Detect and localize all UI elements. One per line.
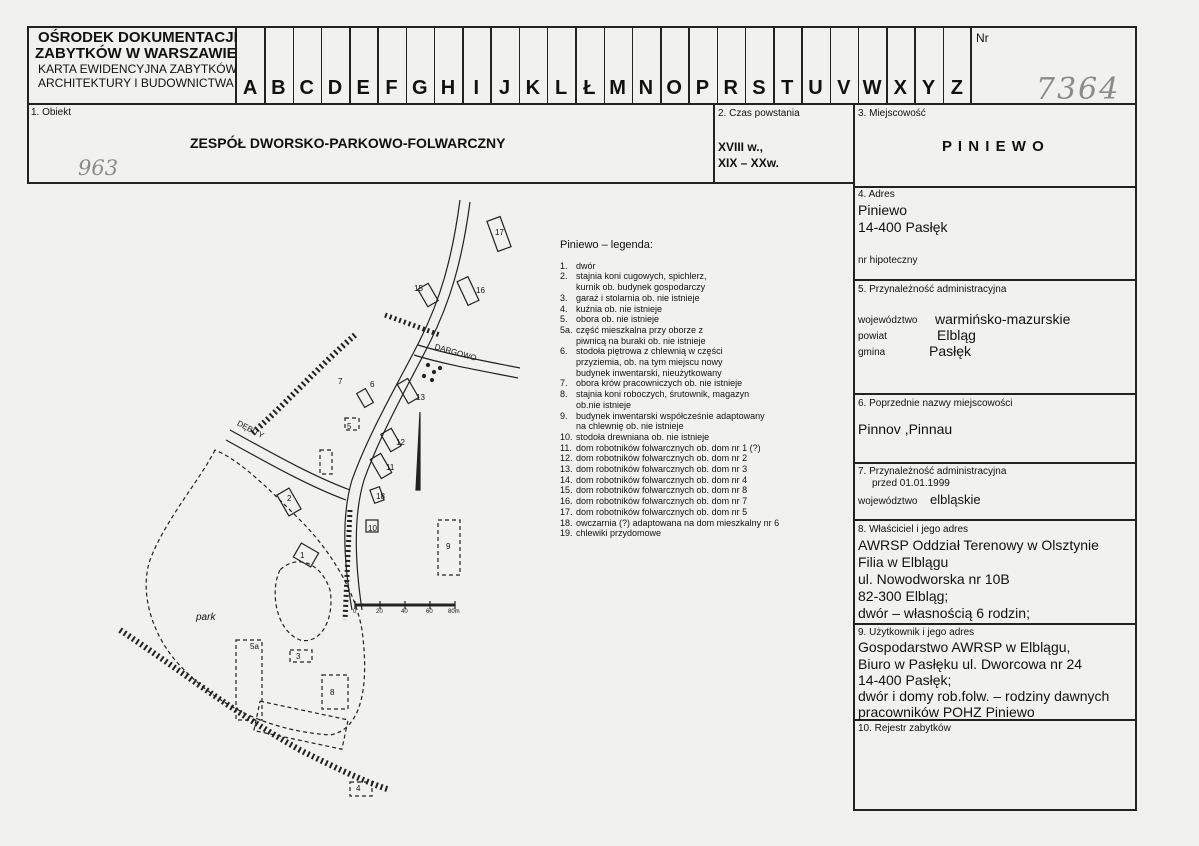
letter-divider: [519, 27, 521, 103]
wlasc-line: AWRSP Oddział Terenowy w Olsztynie: [858, 537, 1099, 553]
letter-cell: J: [498, 77, 511, 99]
sep-6: [853, 393, 1137, 395]
hatched-boundary-south: [120, 630, 390, 790]
letter-divider: [462, 27, 464, 103]
uzytk-line: dwór i domy rob.folw. – rodziny dawnych: [858, 688, 1110, 704]
map-label-10: 9: [446, 542, 451, 551]
map-label-14: 13: [416, 393, 425, 402]
building-4: [350, 782, 372, 796]
letter-cell: B: [271, 77, 286, 99]
sep-7: [853, 462, 1137, 464]
sub-line2: ARCHITEKTURY I BUDOWNICTWA: [38, 76, 234, 90]
czas-line1: XVIII w.,: [718, 140, 763, 154]
map-label-7: 7: [338, 377, 343, 386]
legend-item-text: kurnik ob. budynek gospodarczy: [576, 282, 706, 293]
legend-item-text: budynek inwentarski, nieużytkowany: [576, 367, 722, 378]
letter-divider: [914, 27, 916, 103]
uzytk-line: 14-400 Pasłęk;: [858, 672, 952, 688]
poprz-label: 6. Poprzednie nazwy miejscowości: [858, 398, 1013, 409]
map-label-18: 17: [495, 228, 504, 237]
legend-item: [560, 443, 779, 454]
legend-item: [560, 389, 779, 400]
uzytk-line: Gospodarstwo AWRSP w Elblągu,: [858, 639, 1071, 655]
poprz-value: Pinnov ,Pinnau: [858, 421, 953, 437]
legend-item-text: część mieszkalna przy oborze z: [576, 324, 704, 335]
map-label-2: 2: [287, 494, 292, 503]
building-8: [322, 675, 348, 709]
legend-item-number: 2.: [560, 271, 568, 282]
legend-item-number: 13.: [560, 464, 573, 475]
right-frame: [1135, 26, 1137, 810]
building-3: [290, 650, 312, 662]
map-label-8: 8: [330, 688, 335, 697]
sep-9: [853, 623, 1137, 625]
legend-item: [560, 304, 779, 315]
legend-item-text: przyziemia, ob. na tym miejscu nowy: [576, 357, 723, 368]
park-inner: [275, 562, 331, 641]
letter-cell: T: [781, 77, 794, 99]
legend-item-text: budynek inwentarski współcześnie adaptowany: [576, 410, 765, 421]
letter-divider: [773, 27, 775, 103]
gmina-label: gmina: [858, 347, 886, 358]
legend-item: [560, 336, 779, 347]
letter-divider: [717, 27, 719, 103]
legend-item-text: obora ob. nie istnieje: [576, 314, 660, 325]
wlasc-line: ul. Nowodworska nr 10B: [858, 571, 1010, 587]
legend-item-number: 5a.: [560, 324, 573, 335]
rejestr-label: 10. Rejestr zabytków: [858, 723, 951, 734]
legend-item-text: obora krów pracowniczych ob. nie istnieje: [576, 378, 743, 389]
map-label-13: 12: [396, 438, 405, 447]
vertical-hatched: [345, 510, 350, 620]
gmina-value: Pasłęk: [929, 343, 972, 359]
legend-item-number: [560, 421, 576, 432]
org-line2: ZABYTKÓW W WARSZAWIE: [35, 45, 237, 62]
legend-item: [560, 261, 779, 272]
uzytk-line: Biuro w Pasłęku ul. Dworcowa nr 24: [858, 656, 1083, 672]
site-plan-map: [0, 190, 560, 810]
legend-item-text: stodoła drewniana ob. nie istnieje: [576, 431, 710, 442]
legend-item: [560, 464, 779, 475]
legend-item: [560, 314, 779, 325]
letter-cell: O: [666, 77, 682, 99]
adres-label: 4. Adres: [858, 189, 895, 200]
obiekt-label: 1. Obiekt: [31, 107, 72, 118]
building-9: [320, 450, 332, 474]
letter-divider: [632, 27, 634, 103]
legend-item: [560, 507, 779, 518]
legend-item-text: chlewiki przydomowe: [576, 528, 662, 539]
map-label-11: 10: [368, 524, 377, 533]
legend-item-number: 16.: [560, 496, 573, 507]
legend-item-text: dom robotników folwarcznych ob. dom nr 7: [576, 496, 748, 507]
letter-cell: A: [242, 77, 258, 99]
przyn2-label: 7. Przynależność administracyjna: [858, 466, 1007, 477]
legend-item: [560, 282, 779, 293]
legend-item-text: kuźnia ob. nie istnieje: [576, 303, 663, 314]
woj-label: województwo: [858, 315, 918, 326]
letter-cell: G: [411, 77, 428, 99]
road-debity-edge: [226, 440, 346, 500]
obiekt-value: ZESPÓŁ DWORSKO-PARKOWO-FOLWARCZNY: [190, 135, 506, 151]
legend-list: [560, 261, 779, 539]
letter-cell: K: [525, 77, 541, 99]
legend-item-number: 6.: [560, 346, 568, 357]
legend-item: [560, 357, 779, 368]
legend-item-text: piwnicą na buraki ob. nie istnieje: [576, 335, 706, 346]
legend-item-number: 10.: [560, 431, 573, 442]
legend-item-text: na chlewnię ob. nie istnieje: [576, 421, 684, 432]
letter-divider: [349, 27, 351, 103]
letter-divider: [688, 27, 690, 103]
miejscowosc-value: P I N I E W O: [942, 138, 1045, 155]
letter-cell: N: [638, 77, 654, 99]
road-main-edge: [356, 202, 470, 610]
letter-divider: [575, 27, 577, 103]
map-scale-80: 80m: [448, 609, 460, 615]
legend-item-number: 5.: [560, 314, 568, 325]
map-scale-20: 20: [376, 609, 383, 615]
letter-cell: P: [695, 77, 710, 99]
legend-item-number: 18.: [560, 517, 573, 528]
letter-divider: [406, 27, 408, 103]
map-scale-0: 0: [353, 609, 357, 615]
letter-divider: [293, 27, 295, 103]
letter-cell: R: [723, 77, 738, 99]
legend-item: [560, 475, 779, 486]
miejscowosc-label: 3. Miejscowość: [858, 108, 926, 119]
uzytk-line: pracowników POHZ Piniewo: [858, 704, 1035, 720]
legend-item-number: [560, 400, 576, 411]
letter-divider: [660, 27, 662, 103]
legend-item: [560, 400, 779, 411]
letter-divider: [858, 27, 860, 103]
legend-item-number: 1.: [560, 260, 568, 271]
legend-item-number: 8.: [560, 389, 568, 400]
legend-item: [560, 518, 779, 529]
legend-item-text: garaż i stolarnia ob. nie istnieje: [576, 292, 700, 303]
building-6: [254, 701, 348, 749]
nr-value: 7364: [1036, 72, 1121, 107]
letter-divider: [264, 27, 266, 103]
letter-divider: [434, 27, 436, 103]
map-label-5: 5: [347, 422, 352, 431]
building-7: [357, 389, 374, 408]
przyn-label: 5. Przynależność administracyjna: [858, 284, 1007, 295]
legend-item-text: dwór: [576, 260, 596, 271]
obiekt-bottom: [27, 182, 855, 184]
legend-item: [560, 293, 779, 304]
map-label-3: 3: [296, 652, 301, 661]
letter-divider: [321, 27, 323, 103]
legend-item-text: dom robotników folwarcznych ob. dom nr 4: [576, 474, 748, 485]
adres-line2: 14-400 Pasłęk: [858, 219, 948, 235]
legend-item-text: dom robotników folwarcznych ob. dom nr 1 (?): [576, 442, 761, 453]
road-main: [345, 200, 460, 610]
legend-item-number: 7.: [560, 378, 568, 389]
map-label-6: 6: [370, 380, 375, 389]
legend-item: [560, 411, 779, 422]
legend-item-number: 9.: [560, 410, 568, 421]
letter-cell: L: [554, 77, 568, 99]
sub-line1: KARTA EWIDENCYJNA ZABYTKÓW: [38, 62, 237, 76]
letter-index: [236, 27, 971, 103]
woj2-value: elbląskie: [930, 492, 981, 507]
letter-cell: Ł: [583, 77, 596, 99]
legend-item-number: 12.: [560, 453, 573, 464]
letter-cell: W: [862, 77, 882, 99]
letter-divider: [801, 27, 803, 103]
legend-item-number: 14.: [560, 474, 573, 485]
map-scale-60: 60: [426, 609, 433, 615]
letter-cell: V: [837, 77, 851, 99]
org-line1: OŚRODEK DOKUMENTACJI: [38, 29, 238, 46]
sep-4: [853, 186, 1137, 188]
legend-item-text: dom robotników folwarcznych ob. dom nr 8: [576, 485, 748, 496]
right-column-left: [853, 103, 855, 810]
czas-line2: XIX – XXw.: [718, 156, 779, 170]
sep-8: [853, 519, 1137, 521]
czas-left: [713, 103, 715, 183]
legend-item: [560, 453, 779, 464]
map-label-1: 1: [300, 551, 305, 560]
map-label-4: 4: [356, 784, 361, 793]
adres-line1: Piniewo: [858, 202, 908, 218]
legend-item: [560, 485, 779, 496]
legend-item-number: 3.: [560, 292, 568, 303]
powiat-label: powiat: [858, 331, 887, 342]
hatched-row: [385, 315, 440, 335]
letter-cell: U: [808, 77, 823, 99]
letter-cell: Y: [921, 77, 936, 99]
map-label-17: 16: [476, 286, 485, 295]
wlasc-line: 82-300 Elbląg;: [858, 588, 949, 604]
letter-cell: E: [356, 77, 370, 99]
legend-item-text: stajnia koni roboczych, śrutownik, magazyn: [576, 389, 750, 400]
letter-divider: [745, 27, 747, 103]
letter-cell: M: [609, 77, 626, 99]
legend-item-number: 4.: [560, 303, 568, 314]
letter-cell: C: [299, 77, 314, 99]
legend-item: [560, 528, 779, 539]
legend-item-number: 15.: [560, 485, 573, 496]
legend-item-text: dom robotników folwarcznych ob. dom nr 3: [576, 464, 748, 475]
legend-item-number: 19.: [560, 528, 573, 539]
letter-divider: [830, 27, 832, 103]
letter-divider: [547, 27, 549, 103]
legend-item-number: [560, 368, 576, 379]
legend-item: [560, 346, 779, 357]
letter-cell: D: [327, 77, 343, 99]
sep-5: [853, 279, 1137, 281]
legend-item-number: 17.: [560, 506, 573, 517]
legend-item: [560, 378, 779, 389]
legend-item: [560, 271, 779, 282]
north-arrow: [416, 412, 420, 490]
map-label-19: 18: [376, 492, 385, 501]
map-label-12: 11: [386, 463, 395, 472]
czas-label: 2. Czas powstania: [718, 108, 800, 119]
legend-item: [560, 432, 779, 443]
legend-item: [560, 325, 779, 336]
map-park-label: park: [196, 612, 216, 623]
legend-item: [560, 421, 779, 432]
map-scale-40: 40: [401, 609, 408, 615]
map-road-debity: DĘBITY: [235, 418, 266, 441]
legend-item-number: 11.: [560, 442, 572, 453]
letter-cell: S: [752, 77, 766, 99]
letter-cell: X: [893, 77, 907, 99]
woj-value: warmińsko-mazurskie: [935, 311, 1071, 327]
uzytk-label: 9. Użytkownik i jego adres: [858, 627, 975, 638]
letter-divider: [886, 27, 888, 103]
wlasc-label: 8. Właściciel i jego adres: [858, 524, 969, 535]
obiekt-handwritten: 963: [78, 156, 119, 180]
map-label-5a: 5a: [250, 642, 259, 651]
letter-divider: [604, 27, 606, 103]
map-legend: [560, 240, 779, 539]
legend-item-text: ob.nie istnieje: [576, 399, 632, 410]
przyn2-sub: przed 01.01.1999: [872, 478, 950, 489]
letter-cell: H: [440, 77, 456, 99]
letter-divider: [377, 27, 379, 103]
legend-item-text: stodoła piętrowa z chlewnią w części: [576, 346, 723, 357]
legend-title: Piniewo – legenda:: [560, 239, 653, 251]
legend-item-number: [560, 357, 576, 368]
letter-divider: [943, 27, 945, 103]
legend-item-text: owczarnia (?) adaptowana na dom mieszkalny nr 6: [576, 517, 780, 528]
letter-divider: [490, 27, 492, 103]
legend-item: [560, 496, 779, 507]
legend-item-text: stajnia koni cugowych, spichlerz,: [576, 271, 707, 282]
legend-item: [560, 368, 779, 379]
map-road-dargowo: DARGOWO: [433, 342, 478, 363]
legend-item-text: dom robotników folwarcznych ob. dom nr 2: [576, 453, 748, 464]
legend-item-number: [560, 336, 576, 347]
powiat-value: Elbląg: [937, 327, 976, 343]
letter-cell: Z: [950, 77, 963, 99]
bottom-frame: [853, 809, 1137, 811]
wlasc-line: dwór – własnością 6 rodzin;: [858, 605, 1030, 621]
letter-cell: F: [385, 77, 398, 99]
wlasc-line: Filia w Elblągu: [858, 554, 949, 570]
letter-cell: I: [473, 77, 480, 99]
nr-label: Nr: [976, 31, 989, 45]
map-label-16: 15: [414, 284, 423, 293]
legend-item-number: [560, 282, 576, 293]
legend-item-text: dom robotników folwarcznych ob. dom nr 5: [576, 506, 748, 517]
hipoteczny-label: nr hipoteczny: [858, 255, 918, 266]
woj2-label: województwo: [858, 496, 918, 507]
